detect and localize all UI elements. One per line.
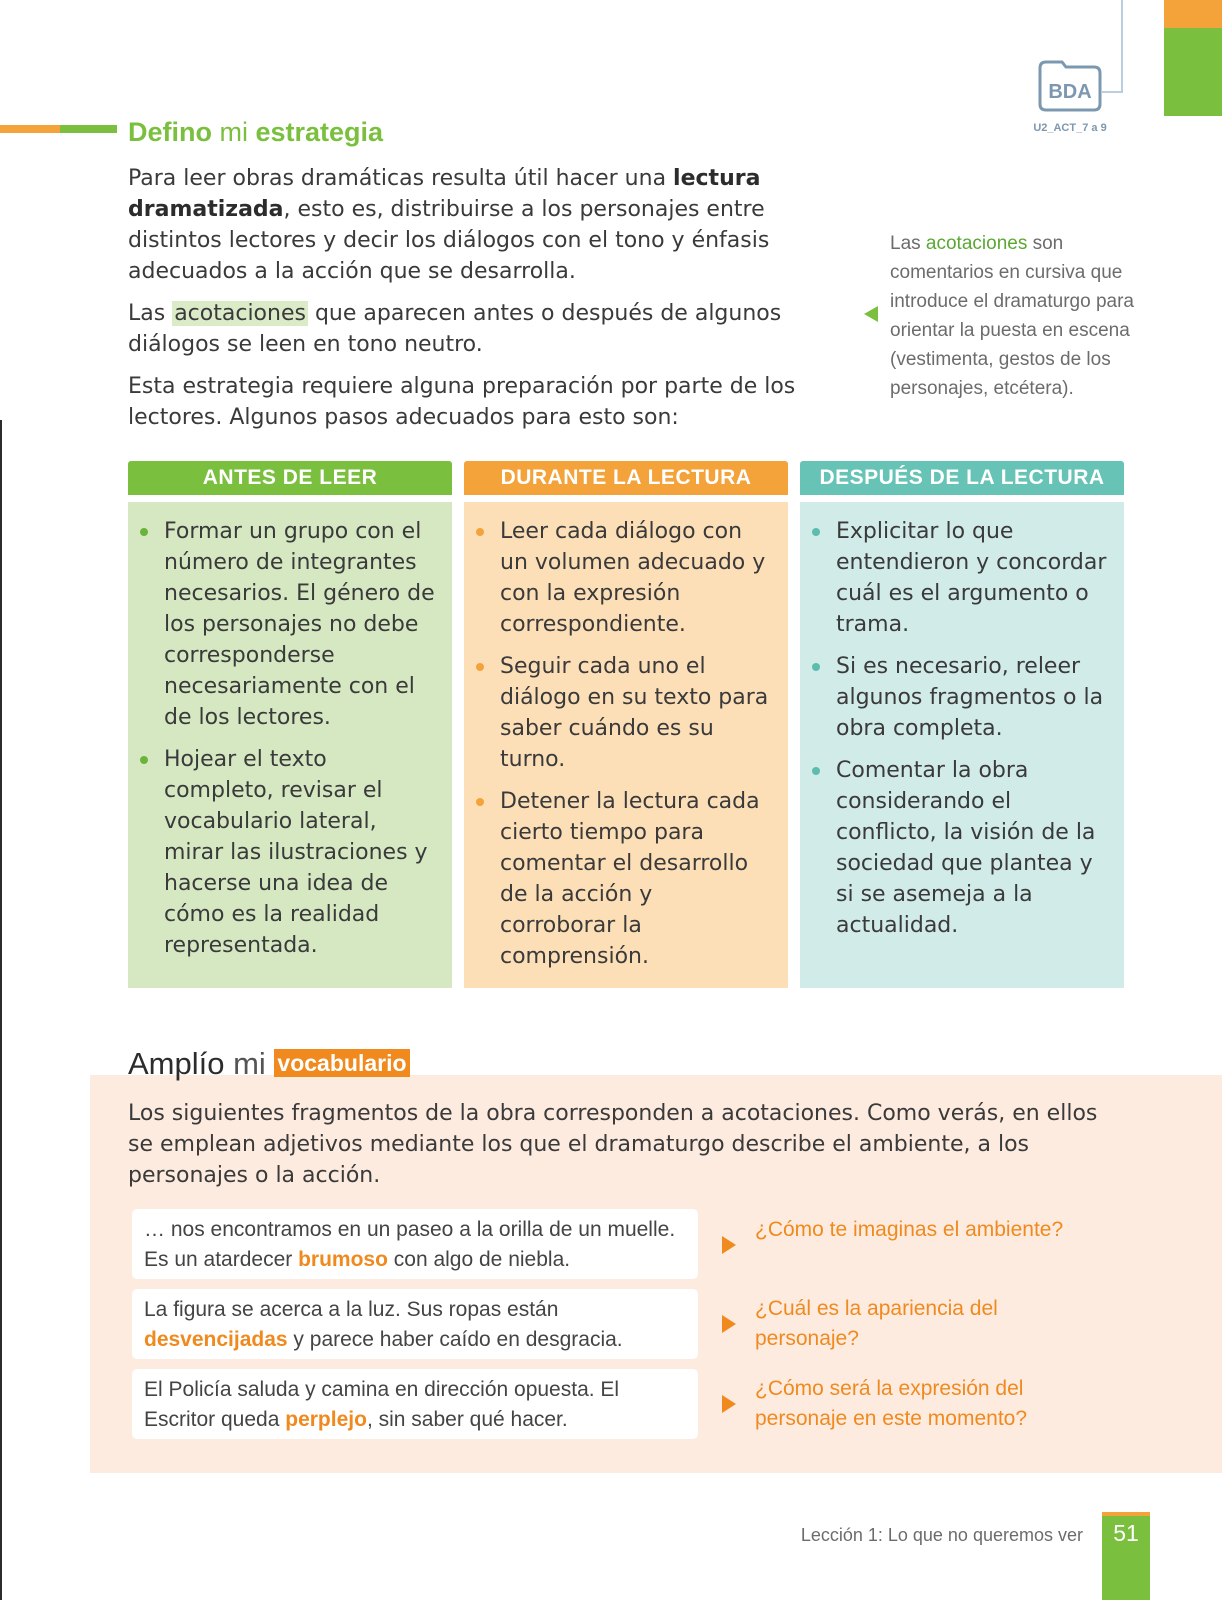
list-item: Leer cada diálogo con un volumen adecuado y con la expresión correspondiente. [500,516,774,640]
play-arrow-icon [722,1315,736,1333]
list-item: Hojear el texto completo, revisar el vocabulario lateral, mirar las ilustraciones y hacerse una idea de cómo es la realidad representada. [164,744,438,961]
column-header-after: DESPUÉS DE LA LECTURA [800,461,1124,495]
strategy-section-title: Defino mi estrategia [128,117,384,147]
bullet-icon [140,756,148,764]
play-arrow-icon [722,1236,736,1254]
fragment-card: La figura se acerca a la luz. Sus ropas están desvencijadas y parece haber caído en desgracia. [132,1289,698,1359]
column-body-after [800,502,1124,988]
column-body-before [128,502,452,988]
fragment-card: El Policía saluda y camina en dirección opuesta. El Escritor queda perplejo, sin saber qué hacer. [132,1369,698,1439]
footer-lesson-title: Lección 1: Lo que no queremos ver [800,1525,1083,1545]
list-item: Formar un grupo con el número de integrantes necesarios. El género de los personajes no debe corresponderse necesariamente con el de los lectores. [164,516,438,733]
vocabulary-question: ¿Cómo será la expresión del personaje en este momento? [755,1377,1028,1430]
strategy-paragraph-3: Esta estrategia requiere alguna preparación por parte de los lectores. Algunos pasos adecuados para esto son: [128,374,796,430]
bda-code: U2_ACT_7 a 9 [1033,122,1107,134]
corner-tab-orange [1164,0,1222,28]
fragment-card: … nos encontramos en un paseo a la orilla de un muelle. Es un atardecer brumoso con algo de niebla. [132,1209,698,1279]
vocabulary-question: ¿Cuál es la apariencia del personaje? [755,1297,998,1350]
bda-connector-line-h [1102,91,1123,93]
side-note-pointer-icon [864,306,878,322]
corner-tab-green [1164,28,1222,116]
highlighted-term: acotaciones [174,301,306,326]
bullet-icon [812,663,820,671]
column-header-before: ANTES DE LEER [128,461,452,495]
bullet-icon [812,528,820,536]
column-header-during: DURANTE LA LECTURA [464,461,788,495]
vocabulary-tag: vocabulario [274,1049,409,1077]
list-item: Si es necesario, releer algunos fragmentos o la obra completa. [836,651,1110,744]
column-body-during [464,502,788,988]
bullet-icon [812,767,820,775]
side-note: Las acotaciones son comentarios en cursiva que introduce el dramaturgo para orientar la puesta en escena (vestimenta, gestos de los personajes, etcétera). [890,233,1134,399]
bullet-icon [476,798,484,806]
vocabulary-section-title: Amplío mi vocabulario [128,1046,410,1082]
list-item: Comentar la obra considerando el conflicto, la visión de la sociedad que plantea y si se asemeja a la actualidad. [836,755,1110,941]
bda-connector-line [1121,0,1123,92]
bullet-icon [140,528,148,536]
list-item: Seguir cada uno el diálogo en su texto para saber cuándo es su turno. [500,651,774,775]
bullet-icon [476,663,484,671]
bda-folder-icon[interactable] [1034,58,1104,112]
heading-stripe-green [60,125,117,133]
page-number: 51 [1102,1516,1150,1600]
vocabulary-question: ¿Cómo te imaginas el ambiente? [755,1218,1064,1241]
bullet-icon [476,528,484,536]
play-arrow-icon [722,1395,736,1413]
strategy-paragraph-1: Para leer obras dramáticas resulta útil hacer una lectura dramatizada, esto es, distribuirse a los personajes entre distintos lectores y decir los diálogos con el tono y énfasis adecuados a la acción que se desarrolla. [128,166,770,284]
bda-label: BDA [1048,81,1092,103]
list-item: Detener la lectura cada cierto tiempo para comentar el desarrollo de la acción y corroborar la comprensión. [500,786,774,972]
vocabulary-intro: Los siguientes fragmentos de la obra corresponden a acotaciones. Como verás, en ellos se emplean adjetivos mediante los que el dramaturgo describe el ambiente, a los personajes o la acción. [128,1101,1098,1188]
strategy-paragraph-2: Las acotaciones que aparecen antes o después de algunos diálogos se leen en tono neutro. [128,301,782,357]
list-item: Explicitar lo que entendieron y concordar cuál es el argumento o trama. [836,516,1110,640]
page-edge [0,420,2,1600]
heading-stripe-orange [0,125,60,133]
